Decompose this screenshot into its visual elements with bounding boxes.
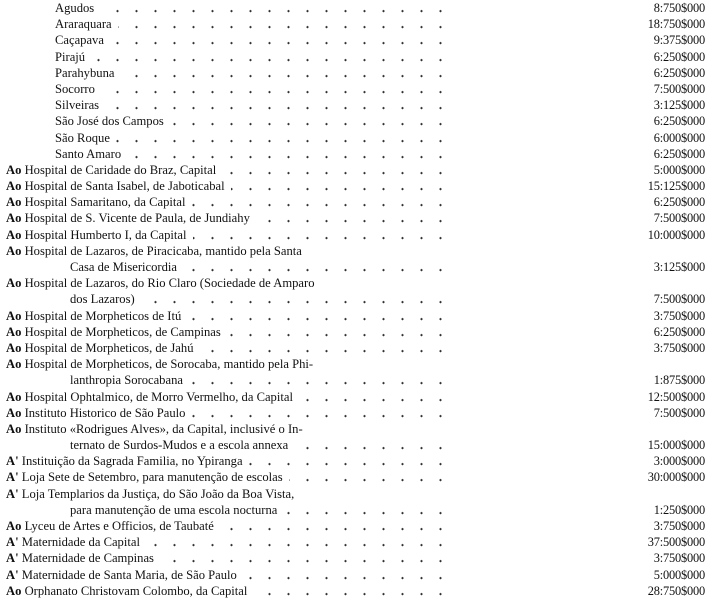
entry-prefix: Ao — [6, 421, 22, 436]
entry-text: Casa de Misericordia — [70, 260, 178, 274]
entry-label — [55, 0, 94, 16]
entry-label — [70, 259, 177, 275]
list-entry — [0, 567, 709, 583]
dot-leader — [183, 259, 450, 275]
entry-amount: 3:750$000 — [653, 340, 705, 355]
list-entry — [0, 97, 709, 113]
list-entry — [0, 308, 709, 324]
entry-amount: 6:250$000 — [653, 324, 705, 339]
entry-line — [0, 243, 709, 259]
entry-amount: 6:250$000 — [653, 146, 705, 161]
entry-label — [55, 130, 110, 146]
entry-line — [0, 81, 709, 97]
entry-label — [6, 356, 313, 372]
dot-leader — [127, 146, 450, 162]
entry-amount: 3:125$000 — [653, 98, 705, 113]
entry-text: Maternidade de Santa Maria, de São Paulo — [21, 567, 237, 582]
entry-label — [6, 275, 315, 291]
dot-leader — [160, 550, 450, 566]
entry-label — [6, 518, 214, 534]
entry-amount: 3:000$000 — [653, 454, 705, 469]
entry-line — [0, 453, 709, 469]
entry-label — [55, 113, 164, 129]
entry-prefix: Ao — [6, 308, 22, 323]
dot-leader — [227, 324, 450, 340]
entry-text: Hospital de Lazaros, do Rio Claro (Sociedade de Amparo — [24, 276, 315, 291]
entry-prefix: Ao — [6, 519, 22, 533]
dot-leader — [294, 437, 450, 453]
entry-line — [0, 291, 709, 307]
entry-amount: 5:000$000 — [653, 567, 705, 582]
dot-leader — [146, 534, 450, 550]
entry-line — [0, 308, 709, 324]
entry-amount: 6:000$000 — [653, 130, 705, 145]
entry-text: Parahybuna — [55, 65, 115, 80]
entry-label — [6, 550, 154, 566]
dot-leader — [191, 405, 450, 421]
entry-text: Hospital de S. Vicente de Paula, de Jundiahy — [24, 211, 250, 226]
entry-label — [55, 146, 121, 162]
list-entry — [0, 389, 709, 405]
entry-line — [0, 227, 709, 243]
list-entry — [0, 421, 709, 453]
entry-label — [70, 502, 277, 518]
entry-line — [0, 518, 709, 534]
entry-amount: 5:000$000 — [653, 162, 705, 177]
entry-line — [0, 113, 709, 129]
entry-prefix: Ao — [6, 162, 22, 177]
entry-line — [0, 550, 709, 566]
entry-line — [0, 486, 709, 502]
entry-label — [6, 453, 243, 469]
entry-label — [6, 210, 250, 226]
entry-text: Socorro — [55, 81, 95, 96]
entry-text: Loja Sete de Setembro, para manutenção de escolas — [21, 470, 283, 485]
entry-amount: 1:875$000 — [653, 373, 705, 388]
entry-text: Hospital de Morpheticos, de Campinas — [24, 324, 221, 339]
entry-prefix: Ao — [6, 583, 22, 598]
entry-label — [6, 194, 185, 210]
dot-leader — [243, 567, 450, 583]
entry-amount: 6:250$000 — [653, 65, 705, 80]
entry-prefix: A' — [6, 567, 19, 582]
entry-text: ternato de Surdos-Mudos e a escola annexa — [70, 438, 289, 453]
entry-prefix: Ao — [6, 405, 22, 420]
entry-amount: 3:750$000 — [653, 519, 705, 533]
list-entry — [0, 356, 709, 388]
entry-prefix: Ao — [6, 227, 22, 242]
entry-text: Hospital de Morpheticos de Itú — [24, 308, 182, 323]
list-entry — [0, 146, 709, 162]
dot-leader — [289, 469, 450, 485]
entry-label — [6, 421, 303, 437]
entry-label — [55, 97, 99, 113]
list-entry — [0, 81, 709, 97]
entry-label — [6, 567, 237, 583]
entry-text: Santo Amaro — [55, 146, 122, 161]
entry-text: dos Lazaros) — [70, 292, 135, 307]
entry-line — [0, 97, 709, 113]
entry-prefix: A' — [6, 535, 19, 550]
entry-label — [70, 291, 135, 307]
dot-leader — [193, 227, 450, 243]
entry-line — [0, 65, 709, 81]
list-entry — [0, 469, 709, 485]
entry-prefix: Ao — [6, 340, 22, 355]
entry-amount: 30:000$000 — [647, 470, 705, 485]
list-entry — [0, 32, 709, 48]
entry-label — [6, 178, 225, 194]
entry-amount: 12:500$000 — [647, 389, 705, 404]
entry-text: Orphanato Christovam Colombo, da Capital — [24, 583, 248, 598]
entry-prefix: A' — [6, 486, 19, 501]
entry-label — [6, 162, 216, 178]
entry-amount: 6:250$000 — [653, 195, 705, 210]
entry-line — [0, 372, 709, 388]
entry-label — [6, 469, 283, 485]
list-entry — [0, 227, 709, 243]
entry-text: Hospital Humberto I, da Capital — [24, 227, 187, 242]
list-entry — [0, 486, 709, 518]
entry-text: lanthropia Sorocabana — [70, 373, 183, 388]
entry-text: Maternidade da Capital — [21, 535, 140, 550]
list-entry — [0, 275, 709, 307]
dot-leader — [101, 81, 450, 97]
list-entry — [0, 16, 709, 32]
list-entry — [0, 550, 709, 566]
entry-text: Pirajú — [55, 49, 86, 64]
entry-line — [0, 583, 709, 599]
list-entry — [0, 583, 709, 599]
entry-line — [0, 356, 709, 372]
entry-amount: 18:750$000 — [647, 17, 705, 32]
dot-leader — [141, 291, 450, 307]
entry-label — [6, 389, 293, 405]
entry-prefix: A' — [6, 470, 19, 485]
list-entry — [0, 324, 709, 340]
entry-text: Araraquara — [55, 17, 112, 32]
entry-text: Hospital de Lazaros, de Piracicaba, mantido pela Santa — [24, 243, 302, 258]
entry-amount: 7:500$000 — [653, 292, 705, 307]
entry-amount: 7:500$000 — [653, 81, 705, 96]
entry-line — [0, 178, 709, 194]
entry-text: Instituto «Rodrigues Alves», da Capital, inclusivé o In- — [24, 421, 303, 436]
list-entry — [0, 49, 709, 65]
list-entry — [0, 0, 709, 16]
entry-text: Silveiras — [55, 98, 100, 113]
entry-text: Lyceu de Artes e Officios, de Taubaté — [24, 519, 214, 533]
dot-leader — [170, 113, 450, 129]
entry-label — [55, 65, 114, 81]
entry-line — [0, 502, 709, 518]
entry-label — [6, 583, 247, 599]
list-entry — [0, 194, 709, 210]
entry-label — [6, 324, 221, 340]
entry-line — [0, 421, 709, 437]
entry-line — [0, 405, 709, 421]
dot-leader — [100, 0, 450, 16]
entry-text: Agudos — [55, 1, 95, 15]
dot-leader — [253, 583, 450, 599]
entry-amount: 15:000$000 — [647, 438, 705, 453]
entry-text: Caçapava — [55, 33, 104, 48]
entry-line — [0, 130, 709, 146]
entry-prefix: Ao — [6, 324, 22, 339]
dot-leader — [91, 49, 450, 65]
entry-label — [55, 16, 112, 32]
entry-line — [0, 389, 709, 405]
entry-line — [0, 194, 709, 210]
entry-prefix: Ao — [6, 179, 22, 194]
entry-text: Hospital de Morpheticos, de Sorocaba, mantido pela Phi- — [24, 357, 314, 372]
list-entry — [0, 178, 709, 194]
dot-leader — [116, 130, 450, 146]
entry-amount: 9:375$000 — [653, 33, 705, 48]
list-entry — [0, 340, 709, 356]
entry-prefix: Ao — [6, 276, 22, 291]
entry-amount: 8:750$000 — [653, 1, 705, 15]
dot-leader — [299, 389, 450, 405]
entry-label — [6, 486, 294, 502]
entry-text: São Roque — [55, 130, 110, 145]
entry-amount: 6:250$000 — [653, 114, 705, 129]
entry-label — [55, 32, 104, 48]
entry-text: São José dos Campos — [55, 114, 164, 129]
entry-line — [0, 210, 709, 226]
entry-amount: 7:500$000 — [653, 211, 705, 226]
entry-text: Hospital Samaritano, da Capital — [24, 195, 186, 210]
entry-label — [70, 372, 183, 388]
list-entry — [0, 243, 709, 275]
entry-label — [6, 243, 302, 259]
entry-line — [0, 162, 709, 178]
entry-label — [6, 227, 187, 243]
entry-prefix: Ao — [6, 357, 22, 372]
entry-text: Loja Templarios da Justiça, do São João da Boa Vista, — [21, 486, 295, 501]
entry-amount: 15:125$000 — [647, 179, 705, 194]
entry-label — [6, 405, 185, 421]
entry-line — [0, 340, 709, 356]
entry-text: Hospital de Santa Isabel, de Jaboticabal — [24, 179, 225, 194]
entry-line — [0, 146, 709, 162]
dot-leader — [110, 32, 450, 48]
dot-leader — [187, 308, 450, 324]
list-entry — [0, 130, 709, 146]
entry-label — [6, 308, 181, 324]
dot-leader — [120, 65, 450, 81]
entry-label — [6, 534, 140, 550]
entry-text: Instituto Historico de São Paulo — [24, 405, 186, 420]
entry-line — [0, 469, 709, 485]
entry-line — [0, 567, 709, 583]
entry-amount: 28:750$000 — [647, 583, 705, 598]
list-entry — [0, 162, 709, 178]
entry-line — [0, 49, 709, 65]
entry-amount: 37:500$000 — [647, 535, 705, 550]
dot-leader — [189, 372, 450, 388]
dot-leader — [118, 16, 450, 32]
dot-leader — [249, 453, 450, 469]
dot-leader — [200, 340, 450, 356]
list-entry — [0, 210, 709, 226]
entry-label — [55, 49, 85, 65]
dot-leader — [231, 178, 450, 194]
entry-line — [0, 32, 709, 48]
dot-leader — [283, 502, 450, 518]
entry-amount: 7:500$000 — [653, 405, 705, 420]
list-entry — [0, 113, 709, 129]
entry-amount: 3:750$000 — [653, 308, 705, 323]
entry-text: Instituição da Sagrada Familia, no Ypiranga — [21, 454, 243, 469]
list-entry — [0, 534, 709, 550]
entry-line — [0, 16, 709, 32]
entry-line — [0, 275, 709, 291]
entry-amount: 3:750$000 — [653, 551, 705, 566]
list-entry — [0, 518, 709, 534]
entry-text: Maternidade de Campinas — [21, 551, 154, 566]
entry-text: Hospital Ophtalmico, de Morro Vermelho, da Capital — [24, 389, 293, 404]
entry-line — [0, 324, 709, 340]
list-entry — [0, 65, 709, 81]
entry-amount: 6:250$000 — [653, 49, 705, 64]
entry-label — [70, 437, 288, 453]
entry-amount: 1:250$000 — [653, 502, 705, 517]
entry-line — [0, 0, 709, 16]
entry-text: Hospital de Morpheticos, de Jahú — [24, 340, 194, 355]
list-entry — [0, 405, 709, 421]
entry-text: Hospital de Caridade do Braz, Capital — [24, 162, 217, 177]
entry-amount: 10:000$000 — [647, 227, 705, 242]
dot-leader — [105, 97, 450, 113]
entry-prefix: Ao — [6, 211, 22, 226]
dot-leader — [256, 210, 450, 226]
entry-line — [0, 534, 709, 550]
entry-label — [6, 340, 194, 356]
dot-leader — [191, 194, 450, 210]
entry-text: para manutenção de uma escola nocturna — [70, 502, 278, 517]
dot-leader — [220, 518, 450, 534]
dot-leader — [222, 162, 450, 178]
entry-prefix: Ao — [6, 389, 22, 404]
entry-line — [0, 259, 709, 275]
entry-amount: 3:125$000 — [653, 260, 705, 274]
entry-prefix: Ao — [6, 195, 22, 210]
entry-prefix: A' — [6, 551, 19, 566]
entry-line — [0, 437, 709, 453]
entry-prefix: A' — [6, 454, 19, 469]
entry-label — [55, 81, 95, 97]
list-entry — [0, 453, 709, 469]
entry-prefix: Ao — [6, 243, 22, 258]
